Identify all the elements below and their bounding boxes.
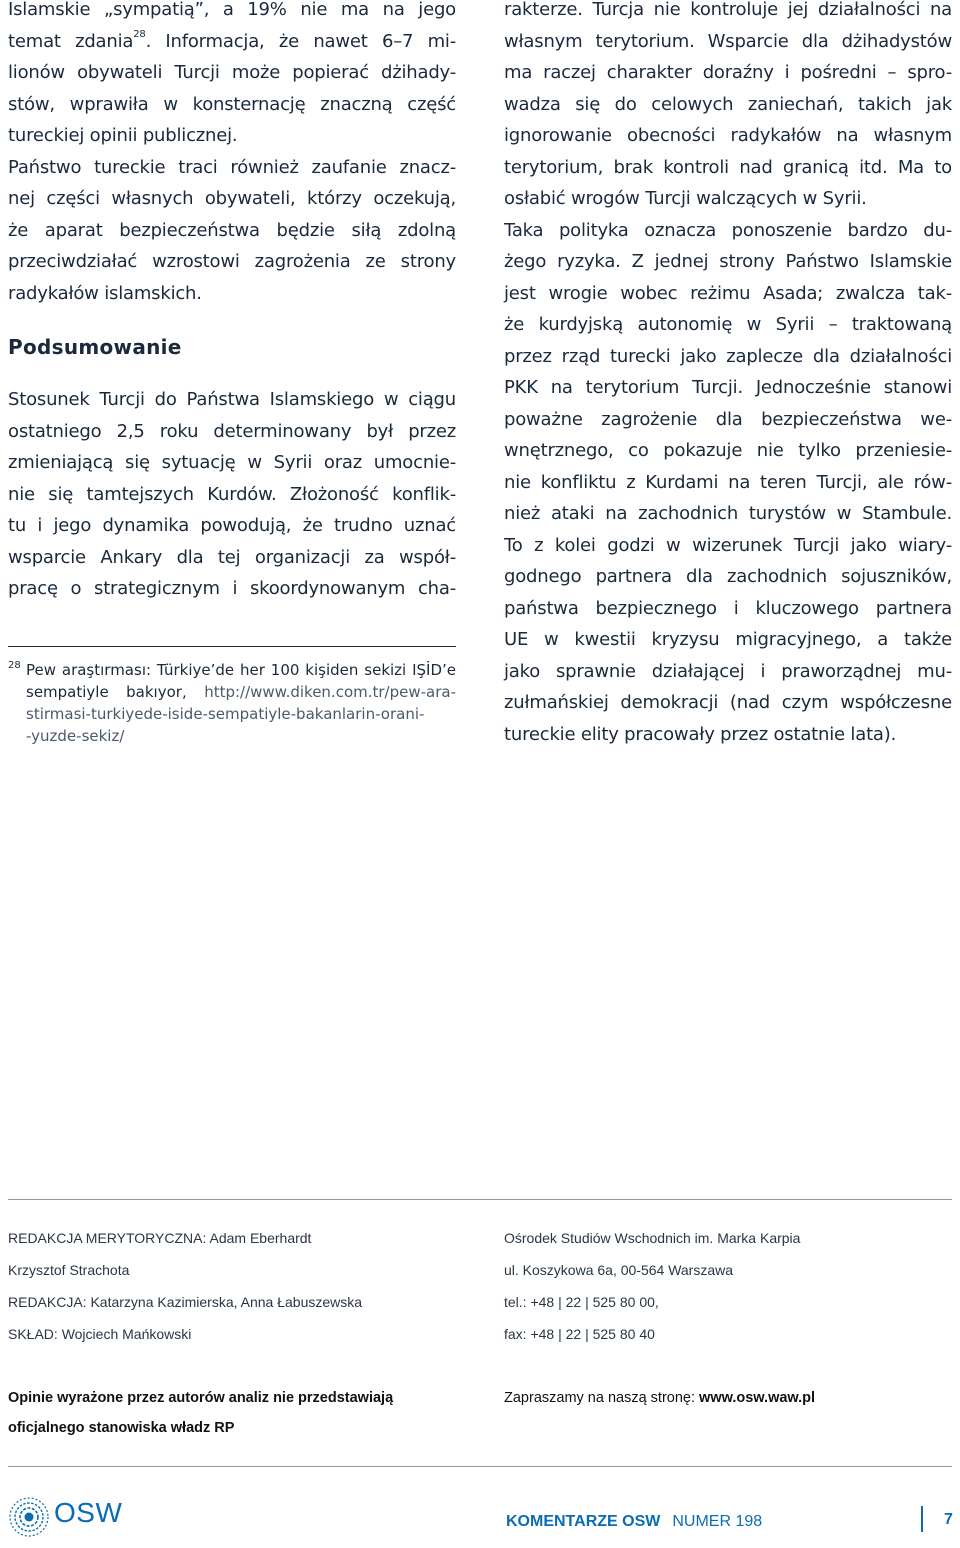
text-line: pracę o strategicznym i skoordynowanym cha- (8, 578, 456, 599)
right-column (504, 0, 952, 750)
footnote-line-text: sempatiyle bakıyor, (26, 683, 205, 701)
text-line: Państwo tureckie traci również zaufanie znacz- (8, 156, 456, 178)
text-line: nej części własnych obywateli, którzy oczekują, (8, 188, 456, 209)
text-line: lionów obywateli Turcji może popierać dżihady- (8, 62, 456, 83)
invite-text: Zapraszamy na naszą stronę: (504, 1390, 700, 1406)
editorial-credits (8, 1222, 362, 1350)
publisher-contact (504, 1222, 800, 1350)
text-line: zmieniającą się sytuację w Syrii oraz umocnie- (8, 452, 456, 473)
footnote-number: 28 (8, 660, 21, 671)
text-line: że kurdyjską autonomię w Syrii – traktowaną (504, 314, 952, 335)
text-line: UE w kwestii kryzysu migracyjnego, a także (504, 629, 952, 650)
logo-text: OSW (54, 1497, 123, 1528)
imprint-top-divider (8, 1199, 952, 1200)
osw-globe-icon (8, 1496, 50, 1538)
credit-line: SKŁAD: Wojciech Mańkowski (8, 1326, 192, 1342)
text-line: własnym terytorium. Wsparcie dla dżihadystów (504, 30, 952, 52)
text-line: Islamskie „sympatią”, a 19% nie ma na jego (8, 0, 456, 20)
left-paragraph-2 (8, 152, 456, 310)
website-link[interactable]: www.osw.waw.pl (699, 1390, 816, 1406)
contact-phone: tel.: +48 | 22 | 525 80 00, (504, 1294, 659, 1310)
series-name: KOMENTARZE OSW (506, 1513, 661, 1530)
text-line: godnego partnera dla zachodnich sojuszników, (504, 566, 952, 587)
section-heading-podsumowanie: Podsumowanie (8, 335, 182, 359)
footnote-line (26, 681, 456, 703)
text-line: tureckiej opinii publicznej. (8, 125, 238, 146)
footnote-url-link[interactable]: http://www.diken.com.tr/pew-ara- (204, 683, 456, 701)
footnote-28 (8, 659, 456, 747)
text-line: radykałów islamskich. (8, 282, 202, 304)
footnote-url-end[interactable]: -yuzde-sekiz/ (26, 727, 125, 745)
credit-line: REDAKCJA MERYTORYCZNA: Adam Eberhardt (8, 1230, 312, 1246)
footer-divider (8, 1466, 952, 1467)
text-line: terytorium, brak kontroli nad granicą itd. Ma to (504, 156, 952, 178)
text-line: Stosunek Turcji do Państwa Islamskiego w ciągu (8, 389, 456, 410)
text-line: nie konfliktu z Kurdami na teren Turcji, ale rów- (504, 471, 952, 493)
contact-line: ul. Koszykowa 6a, 00-564 Warszawa (504, 1262, 734, 1278)
text-line: nież ataki na zachodnich turystów w Stambule. (504, 503, 952, 524)
text-line: przez rząd turecki jako zaplecze dla działalności (504, 345, 952, 367)
text-line: ostatniego 2,5 roku determinowany był przez (8, 420, 456, 442)
text-line: tureckie elity pracowały przez ostatnie lata). (504, 723, 897, 745)
text-line: ma raczej charakter doraźny i pośredni – spro- (504, 62, 952, 83)
footer-separator-bar (921, 1506, 923, 1532)
text-line: wnętrznego, co pokazuje nie tylko przeniesie- (504, 440, 952, 461)
text-line: PKK na terytorium Turcji. Jednocześnie stanowi (504, 377, 952, 398)
text-line: rakterze. Turcja nie kontroluje jej działalności na (504, 0, 952, 20)
text-line: To z kolei godzi w wizerunek Turcji jako wiary- (504, 534, 952, 556)
right-paragraph-2 (504, 215, 952, 751)
text-line: nie się tamtejszych Kurdów. Złożoność konflik- (8, 483, 456, 505)
credit-line: Krzysztof Strachota (8, 1262, 130, 1278)
website-invite (504, 1383, 815, 1413)
text-line: stów, wprawiła w konsternację znaczną część (8, 93, 456, 115)
footnote-text (26, 659, 456, 747)
text-line: wadza się do celowych zaniechań, takich jak (504, 93, 952, 115)
text-line: żego ryzyka. Z jednej strony Państwo Islamskie (504, 251, 952, 272)
contact-line: Ośrodek Studiów Wschodnich im. Marka Karpia (504, 1230, 801, 1246)
text-line: wsparcie Ankary dla tej organizacji za współ- (8, 546, 456, 568)
text-line: osłabić wrogów Turcji walczących w Syrii. (504, 188, 867, 209)
right-paragraph-1 (504, 0, 952, 215)
text-line-end: . Informacja, że nawet 6–7 mi- (145, 30, 457, 52)
text-line: poważne zagrożenie dla bezpieczeństwa we- (504, 408, 952, 430)
disclaimer-line: Opinie wyrażone przez autorów analiz nie przedstawiają (8, 1390, 394, 1406)
text-line: Taka polityka oznacza ponoszenie bardzo du- (504, 219, 952, 241)
text-line: jest wrogie wobec reżimu Asada; zwalcza tak- (504, 282, 952, 304)
text-line: że aparat bezpieczeństwa będzie siłą zdolną (8, 219, 456, 241)
text-line: państwa bezpiecznego i kluczowego partnera (504, 597, 952, 619)
footnote-ref-28[interactable]: 28 (133, 28, 146, 40)
issue-number: NUMER 198 (672, 1513, 763, 1530)
osw-logo[interactable] (8, 1496, 123, 1540)
text-line-start: temat zdania (8, 30, 134, 52)
disclaimer-line: oficjalnego stanowiska władz RP (8, 1420, 235, 1436)
footnote-divider (8, 646, 456, 647)
left-paragraph-1 (8, 0, 456, 152)
text-line: zułmańskiej demokracji (nad czym współczesne (504, 692, 952, 713)
disclaimer (8, 1383, 393, 1443)
contact-fax: fax: +48 | 22 | 525 80 40 (504, 1326, 655, 1342)
left-paragraph-3 (8, 384, 456, 605)
text-line: tu i jego dynamika powodują, że trudno uznać (8, 515, 456, 536)
credit-line: REDAKCJA: Katarzyna Kazimierska, Anna Łabuszewska (8, 1294, 363, 1310)
series-title (506, 1513, 762, 1531)
footnote-line: Pew araştırması: Türkiye’de her 100 kişiden sekizi IŞİD’e (26, 661, 456, 679)
page-number: 7 (944, 1511, 953, 1528)
text-line: przeciwdziałać wzrostowi zagrożenia ze strony (8, 251, 456, 272)
text-line: jako sprawnie działającej i praworządnej mu- (504, 660, 952, 682)
left-column (8, 0, 456, 605)
footnote-url-continued[interactable]: stirmasi-turkiyede-iside-sempatiyle-bakanlarin-orani- (26, 705, 425, 723)
text-line: ignorowanie obecności radykałów na własnym (504, 125, 952, 146)
text-line-with-footnote-ref (8, 26, 456, 58)
